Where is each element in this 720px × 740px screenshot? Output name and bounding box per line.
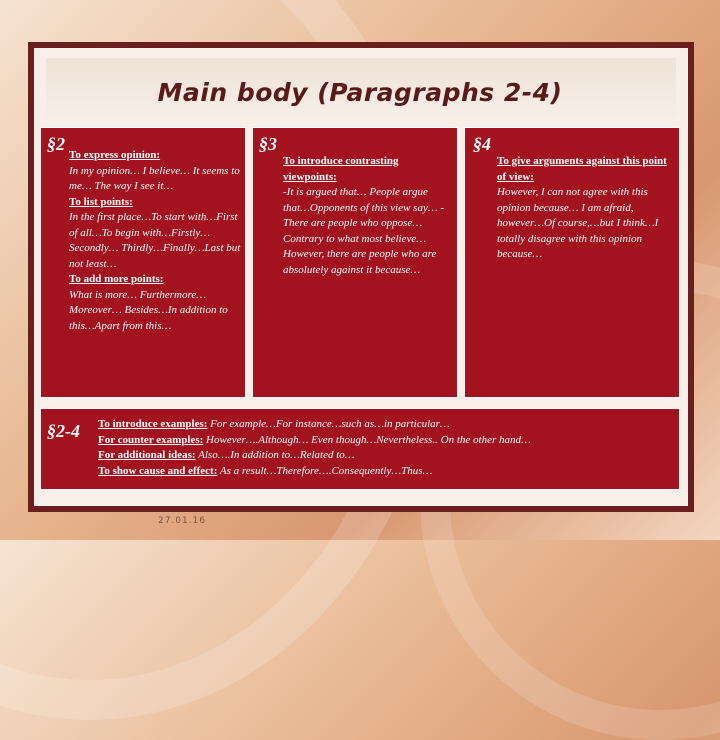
- line-text: For example…For instance…such as…in particular…: [207, 418, 450, 430]
- paragraph-2-box: [40, 127, 246, 398]
- phrase-line: [98, 417, 531, 433]
- paragraph-4-text: [497, 154, 667, 263]
- slide-title: Main body (Paragraphs 2-4): [157, 78, 563, 107]
- section-heading: To express opinion:: [69, 149, 161, 161]
- section-heading: To add more points:: [69, 273, 164, 285]
- paragraphs-2-4-text: [98, 417, 531, 479]
- line-heading: For counter examples:: [98, 433, 204, 446]
- paragraph-marker: §2-4: [47, 421, 80, 441]
- section-heading: To list points:: [69, 195, 133, 208]
- paragraph-marker: §3: [259, 134, 277, 154]
- line-heading: For additional ideas:: [98, 449, 196, 461]
- paragraph-3-text: [283, 154, 451, 278]
- paragraph-marker: §4: [473, 134, 491, 154]
- section-heading: To introduce contrasting viewpoints:: [283, 155, 399, 183]
- line-text: As a result…Therefore….Consequently…Thus…: [217, 464, 433, 477]
- paragraph-2-text: [69, 148, 241, 334]
- section-text: However, I can not agree with this opinion because… I am afraid, however…Of course,…but I think…I totally disagree with this opinion because…: [497, 186, 659, 260]
- paragraphs-2-4-box: [40, 408, 680, 490]
- line-text: However….Although… Even though…Nevertheless.. On the other hand…: [203, 433, 531, 446]
- line-heading: To introduce examples:: [98, 418, 208, 430]
- section-text: What is more… Furthermore…Moreover… Besides…In addition to this…Apart from this…: [69, 288, 228, 332]
- line-text: Also….In addition to…Related to…: [195, 449, 355, 461]
- paragraph-marker: §2: [47, 134, 65, 154]
- phrase-line: [98, 448, 531, 464]
- paragraph-3-box: [252, 127, 458, 398]
- phrase-line: [98, 433, 531, 449]
- section-heading: To give arguments against this point of view:: [497, 155, 667, 183]
- section-text: In the first place…To start with…First of all…To begin with…Firstly…Secondly… Thirdly…Finally…Last but not least…: [69, 211, 241, 270]
- section-text: -It is argued that… People argue that…Opponents of this view say… -There are people who oppose…Contrary to what most believe… However, there are people who are absolutely against it because…: [283, 186, 445, 276]
- slide-date: 27.01.16: [158, 516, 207, 526]
- line-heading: To show cause and effect:: [98, 464, 218, 477]
- paragraph-4-box: [464, 127, 680, 398]
- section-text: In my opinion… I believe… It seems to me… The way I see it…: [69, 164, 240, 192]
- phrase-line: [98, 464, 531, 480]
